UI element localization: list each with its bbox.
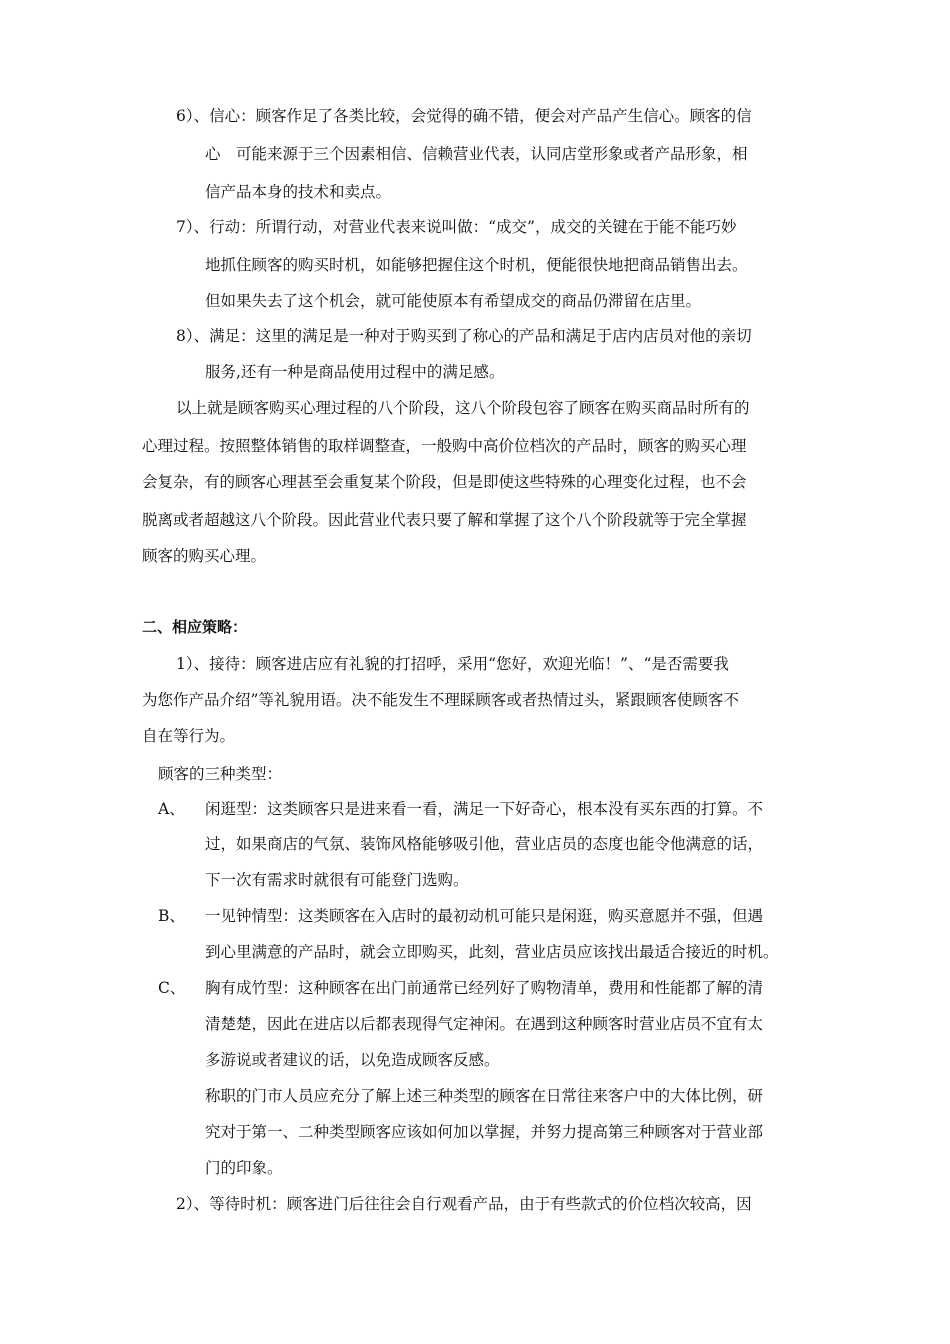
paragraph-line: 地抓住顾客的购买时机，如能够把握住这个时机，便能很快地把商品销售出去。 bbox=[205, 256, 748, 274]
paragraph-line: 一见钟情型：这类顾客在入店时的最初动机可能只是闲逛，购买意愿并不强，但遇 bbox=[205, 907, 764, 925]
paragraph-line: 门的印象。 bbox=[205, 1159, 283, 1177]
paragraph-line: 脱离或者超越这八个阶段。因此营业代表只要了解和掌握了这个八个阶段就等于完全掌握 bbox=[142, 511, 747, 529]
paragraph-line: 下一次有需求时就很有可能登门选购。 bbox=[205, 871, 469, 889]
paragraph-line: 为您作产品介绍”等礼貌用语。决不能发生不理睬顾客或者热情过头，紧跟顾客使顾客不 bbox=[142, 691, 739, 709]
paragraph-line: 胸有成竹型：这种顾客在出门前通常已经列好了购物清单，费用和性能都了解的清 bbox=[205, 979, 764, 997]
paragraph-line: 6）、信心：顾客作足了各类比较，会觉得的确不错，便会对产品产生信心。顾客的信 bbox=[176, 107, 752, 125]
list-marker: A、 bbox=[158, 800, 185, 818]
paragraph-line: 但如果失去了这个机会，就可能使原本有希望成交的商品仍滞留在店里。 bbox=[205, 292, 702, 310]
paragraph-line: 闲逛型：这类顾客只是进来看一看，满足一下好奇心，根本没有买东西的打算。不 bbox=[205, 800, 764, 818]
paragraph-line: 究对于第一、二种类型顾客应该如何加以掌握，并努力提高第三种顾客对于营业部 bbox=[205, 1123, 764, 1141]
paragraph-line: 到心里满意的产品时，就会立即购买，此刻，营业店员应该找出最适合接近的时机。 bbox=[205, 943, 779, 961]
paragraph-line: 称职的门市人员应充分了解上述三种类型的顾客在日常往来客户中的大体比例，研 bbox=[205, 1087, 764, 1105]
paragraph-line: 以上就是顾客购买心理过程的八个阶段，这八个阶段包容了顾客在购买商品时所有的 bbox=[176, 399, 750, 417]
paragraph-line: 过，如果商店的气氛、装饰风格能够吸引他，营业店员的态度也能令他满意的话， bbox=[205, 835, 764, 853]
paragraph-line: 2）、等待时机：顾客进门后往往会自行观看产品，由于有些款式的价位档次较高，因 bbox=[176, 1195, 752, 1213]
paragraph-line: 心 可能来源于三个因素相信、信赖营业代表，认同店堂形象或者产品形象，相 bbox=[205, 145, 748, 163]
paragraph-line: 服务,还有一种是商品使用过程中的满足感。 bbox=[205, 363, 505, 381]
paragraph-line: 顾客的三种类型： bbox=[158, 765, 283, 783]
paragraph-line: 心理过程。按照整体销售的取样调整查，一般购中高价位档次的产品时，顾客的购买心理 bbox=[142, 437, 747, 455]
section-heading: 二、相应策略： bbox=[142, 618, 248, 636]
list-marker: C、 bbox=[158, 979, 186, 997]
paragraph-line: 清楚楚，因此在进店以后都表现得气定神闲。在遇到这种顾客时营业店员不宜有太 bbox=[205, 1015, 764, 1033]
paragraph-line: 会复杂，有的顾客心理甚至会重复某个阶段，但是即使这些特殊的心理变化过程，也不会 bbox=[142, 473, 747, 491]
paragraph-line: 8）、满足：这里的满足是一种对于购买到了称心的产品和满足于店内店员对他的亲切 bbox=[176, 327, 752, 345]
paragraph-line: 顾客的购买心理。 bbox=[142, 547, 267, 565]
list-marker: B、 bbox=[158, 907, 185, 925]
paragraph-line: 7）、行动：所谓行动，对营业代表来说叫做：“成交”，成交的关键在于能不能巧妙 bbox=[176, 218, 737, 236]
paragraph-line: 信产品本身的技术和卖点。 bbox=[205, 183, 392, 201]
paragraph-line: 自在等行为。 bbox=[142, 727, 236, 745]
paragraph-line: 多游说或者建议的话，以免造成顾客反感。 bbox=[205, 1051, 500, 1069]
paragraph-line: 1）、接待：顾客进店应有礼貌的打招呼，采用“您好，欢迎光临！”、“是否需要我 bbox=[176, 655, 729, 673]
